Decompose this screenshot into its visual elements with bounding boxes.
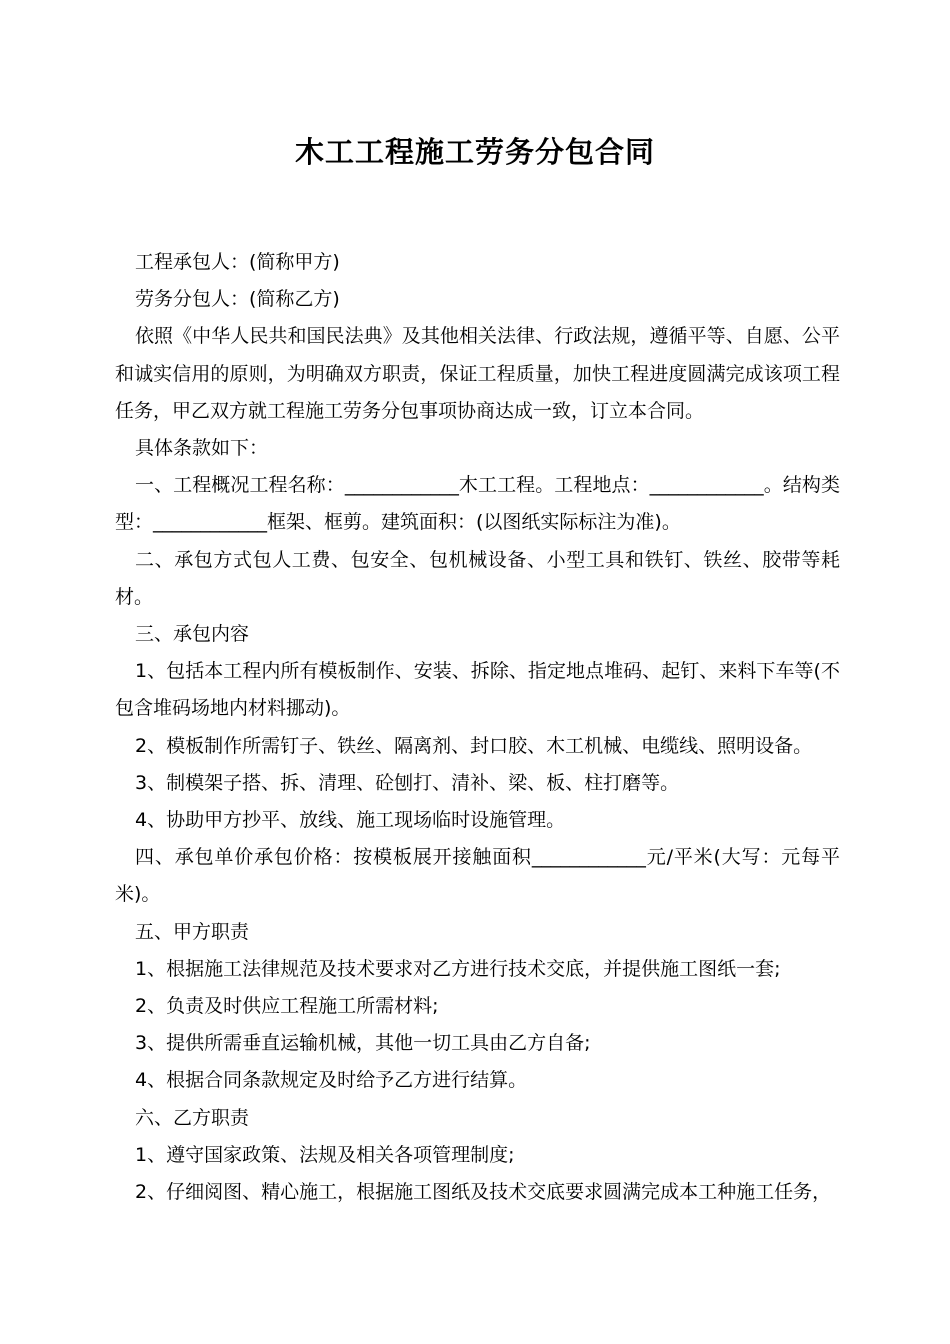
clause-5-item-1: 1、根据施工法律规范及技术要求对乙方进行技术交底，并提供施工图纸一套; [135, 957, 781, 980]
clause-4-unit-price: 四、承包单价承包价格：按模板展开接触面积____________元/平米(大写：元每平米)。 [115, 846, 840, 906]
clause-5-item-2: 2、负责及时供应工程施工所需材料; [135, 995, 439, 1018]
document-title: 木工工程施工劳务分包合同 [294, 135, 655, 169]
clause-3-item-4: 4、协助甲方抄平、放线、施工现场临时设施管理。 [135, 809, 566, 832]
paragraph-contractor: 工程承包人：(简称甲方) [135, 251, 340, 273]
clause-2-contract-method: 二、承包方式包人工费、包安全、包机械设备、小型工具和铁钉、铁丝、胶带等耗材。 [115, 548, 840, 608]
clause-5-item-4: 4、根据合同条款规定及时给予乙方进行结算。 [135, 1069, 528, 1092]
clause-5-heading: 五、甲方职责 [135, 920, 250, 943]
clause-6-heading: 六、乙方职责 [135, 1106, 250, 1129]
paragraph-terms-intro: 具体条款如下： [135, 437, 269, 460]
clause-3-item-3: 3、制模架子搭、拆、清理、砼刨打、清补、梁、板、柱打磨等。 [135, 771, 680, 794]
clause-3-item-2: 2、模板制作所需钉子、铁丝、隔离剂、封口胶、木工机械、电缆线、照明设备。 [135, 734, 813, 757]
clause-6-item-1: 1、遵守国家政策、法规及相关各项管理制度; [135, 1143, 515, 1166]
clause-3-heading: 三、承包内容 [135, 623, 250, 646]
clause-1-project-overview: 一、工程概况工程名称：____________木工工程。工程地点：____________。结构类型：____________框架、框剪。建筑面积：(以图纸实际标注为准)。 [115, 474, 840, 534]
paragraph-preamble: 依照《中华人民共和国民法典》及其他相关法律、行政法规，遵循平等、自愿、公平和诚实信用的原则，为明确双方职责，保证工程质量，加快工程进度圆满完成该项工程任务，甲乙双方就工程施工劳务分包事项协商达成一致，订立本合同。 [115, 325, 840, 422]
paragraph-subcontractor: 劳务分包人：(简称乙方) [135, 288, 340, 311]
contract-body [115, 244, 840, 1211]
clause-5-item-3: 3、提供所需垂直运输机械，其他一切工具由乙方自备; [135, 1032, 591, 1055]
clause-6-item-2: 2、仔细阅图、精心施工，根据施工图纸及技术交底要求圆满完成本工种施工任务， [135, 1181, 832, 1204]
clause-3-item-1: 1、包括本工程内所有模板制作、安装、拆除、指定地点堆码、起钉、来料下车等(不包含堆码场地内材料挪动)。 [115, 660, 840, 720]
